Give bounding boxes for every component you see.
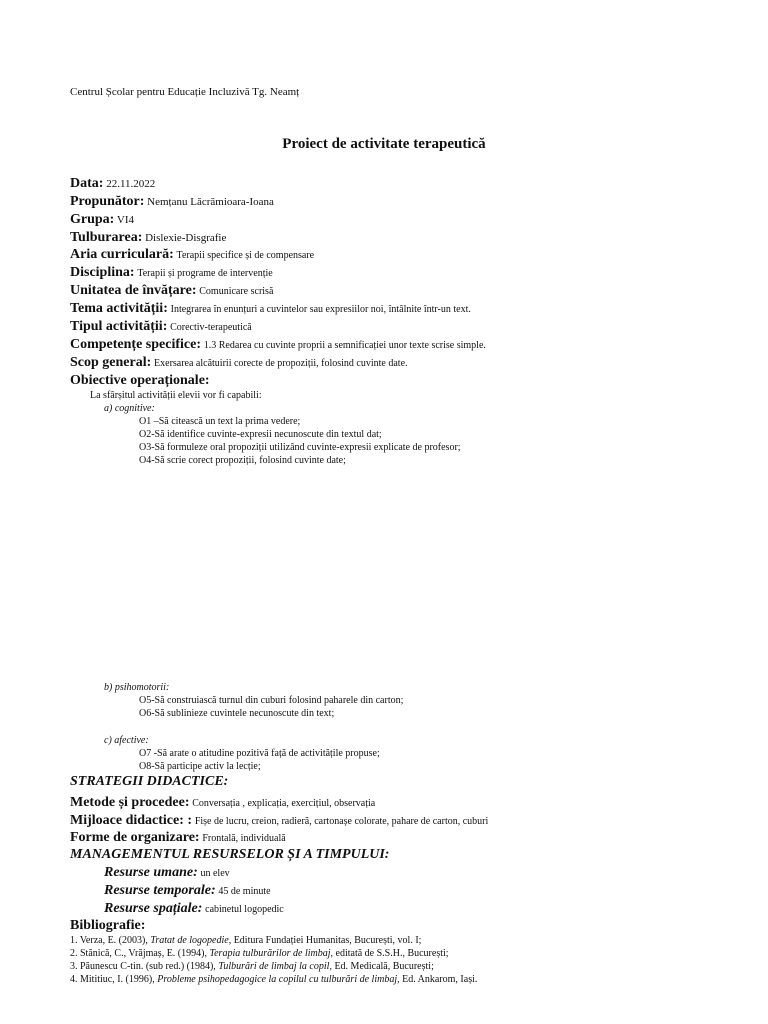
field-value: VI4 <box>116 214 135 226</box>
objective-item: O2-Să identifice cuvinte-expresii necunoscute din textul dat; <box>139 429 382 440</box>
field-value: 22.11.2022 <box>106 178 156 190</box>
field-value: Corectiv-terapeutică <box>170 322 252 333</box>
field-scop <box>70 355 408 372</box>
field-label: Propunător: <box>70 194 145 209</box>
field-tulburarea <box>70 230 226 246</box>
objectives-heading: Obiective operaționale: <box>70 373 210 388</box>
field-value: Dislexie-Disgrafie <box>145 232 227 244</box>
psychomotor-heading: b) psihomotorii: <box>104 682 170 693</box>
field-data <box>70 176 155 192</box>
field-value: 1.3 Redarea cu cuvinte proprii a semnificației unor texte scrise simple. <box>203 340 486 351</box>
temporal-resources-row: Resurse temporale: 45 de minute <box>104 883 271 898</box>
field-disciplina <box>70 265 273 282</box>
field-label: Competențe specifice: <box>70 337 202 352</box>
document-title: Proiect de activitate terapeutică <box>282 136 486 152</box>
bibliography-item: 2. Stănică, C., Vrăjmaș, E. (1994), Terapia tulburărilor de limbaj, editată de S.S.H., București; <box>70 948 449 959</box>
field-grupa <box>70 212 134 228</box>
field-value: Terapii și programe de intervenție <box>137 268 273 279</box>
bibliography-item: 3. Păunescu C-tin. (sub red.) (1984), Tulburări de limbaj la copil, Ed. Medicală, București; <box>70 961 434 972</box>
field-propunator <box>70 194 274 210</box>
organization-row: Forme de organizare: Frontală, individuală <box>70 830 286 845</box>
field-label: Data: <box>70 176 104 191</box>
bibliography-item: 4. Mititiuc, I. (1996), Probleme psihopedagogice la copilul cu tulburări de limbaj, Ed. Ankarom, Iași. <box>70 974 478 985</box>
field-tema <box>70 301 471 318</box>
materials-row: Mijloace didactice: : Fișe de lucru, creion, radieră, cartonașe colorate, pahare de carton, cuburi <box>70 813 489 828</box>
field-label: Tulburarea: <box>70 230 143 245</box>
objective-item: O7 -Să arate o atitudine pozitivă față de activitățile propuse; <box>139 748 380 759</box>
human-resources-row: Resurse umane: un elev <box>104 865 230 880</box>
field-label: Scop general: <box>70 355 152 370</box>
field-competente <box>70 337 486 354</box>
management-heading: MANAGEMENTUL RESURSELOR ȘI A TIMPULUI: <box>70 847 390 862</box>
school-header: Centrul Școlar pentru Educație Incluzivă Tg. Neamț <box>70 86 300 98</box>
field-unitatea <box>70 283 273 300</box>
affective-heading: c) afective: <box>104 735 149 746</box>
objectives-intro: La sfârșitul activității elevii vor fi capabili: <box>90 390 262 401</box>
cognitive-heading: a) cognitive: <box>104 403 155 414</box>
objective-item: O6-Să sublinieze cuvintele necunoscute din text; <box>139 708 335 719</box>
field-label: Tema activității: <box>70 301 168 316</box>
field-value: Comunicare scrisă <box>199 286 274 297</box>
objective-item: O1 –Să citească un text la prima vedere; <box>139 416 301 427</box>
methods-row: Metode și procedee: Conversația , explicația, exercițiul, observația <box>70 795 376 810</box>
bibliography-heading: Bibliografie: <box>70 918 146 933</box>
field-label: Aria curriculară: <box>70 247 174 262</box>
spatial-resources-row: Resurse spațiale: cabinetul logopedic <box>104 901 284 916</box>
field-tipul <box>70 319 252 336</box>
objective-item: O3-Să formuleze oral propoziții utilizând cuvinte-expresii explicate de profesor; <box>139 442 461 453</box>
bibliography-item: 1. Verza, E. (2003), Tratat de logopedie, Editura Fundației Humanitas, București, vol. I; <box>70 935 422 946</box>
objective-item: O5-Să construiască turnul din cuburi folosind paharele din carton; <box>139 695 404 706</box>
field-value: Integrarea în enunțuri a cuvintelor sau expresiilor noi, întâlnite într-un text. <box>170 304 471 315</box>
field-value: Nemțanu Lăcrămioara-Ioana <box>147 196 274 208</box>
strategies-heading: STRATEGII DIDACTICE: <box>70 774 229 789</box>
field-label: Tipul activității: <box>70 319 168 334</box>
field-label: Grupa: <box>70 212 115 227</box>
objective-item: O4-Să scrie corect propoziții, folosind cuvinte date; <box>139 455 346 466</box>
field-value: Terapii specifice și de compensare <box>176 250 315 261</box>
field-label: Unitatea de învățare: <box>70 283 197 298</box>
field-value: Exersarea alcătuirii corecte de propoziții, folosind cuvinte date. <box>154 358 408 369</box>
field-aria <box>70 247 314 264</box>
field-label: Disciplina: <box>70 265 135 280</box>
objective-item: O8-Să participe activ la lecție; <box>139 761 261 772</box>
